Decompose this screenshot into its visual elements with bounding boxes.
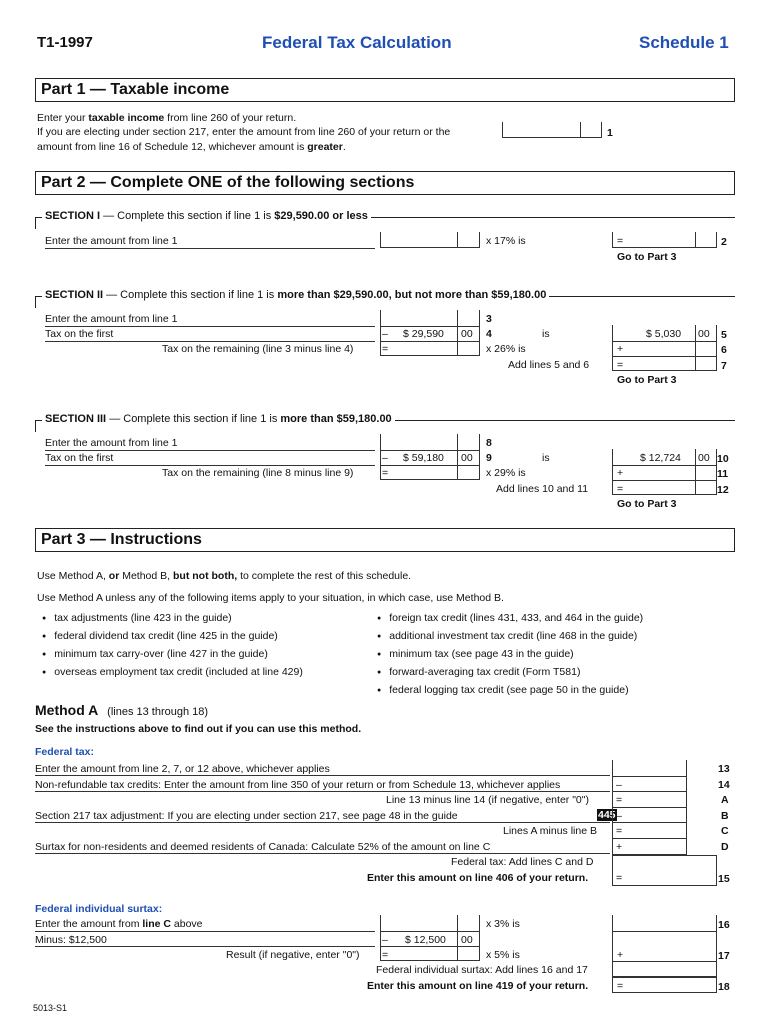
surtax-rate-3: x 3% is [486, 918, 520, 930]
sec3-plus: + [617, 467, 624, 479]
leader-line-d [35, 853, 610, 854]
bullet-item: ● minimum tax (see page 43 in the guide) [377, 648, 574, 660]
leader-line-b [35, 822, 610, 823]
line-number-14: 14 [718, 779, 730, 791]
row-14-label: Non-refundable tax credits: Enter the amount from line 350 of your return or from Schedule 13, whichever applies [35, 779, 561, 791]
col-line [612, 807, 687, 808]
line-number-2: 2 [721, 236, 727, 248]
col-line [380, 946, 480, 947]
line-number-8: 8 [486, 437, 492, 449]
line2-input[interactable] [612, 232, 717, 248]
bullet-item: ● federal dividend tax credit (line 425 in the guide) [42, 630, 278, 642]
surtax-leader-1 [35, 931, 375, 932]
line15-input[interactable] [612, 855, 717, 886]
section3-title: SECTION III — Complete this section if line 1 is more than $59,180.00 [42, 413, 395, 425]
sec3-col-line [612, 480, 717, 481]
sec2-col-line [380, 341, 480, 342]
sec3-is: is [542, 452, 550, 464]
federal-tax-heading: Federal tax: [35, 746, 94, 758]
sec3-col-line [380, 465, 480, 466]
col-line [380, 931, 480, 932]
surtax-result-label: Result (if negative, enter "0") [226, 949, 360, 961]
cents-divider [457, 232, 458, 248]
surtax-enter-return: Enter this amount on line 419 of your return. [367, 980, 589, 992]
page-title: Federal Tax Calculation [262, 33, 452, 52]
op-eq-a: = [616, 794, 623, 806]
sec2-col-line [612, 341, 717, 342]
schedule-label: Schedule 1 [639, 33, 729, 52]
line-letter-c: C [721, 825, 729, 837]
sec3-col-line [612, 465, 717, 466]
leader-line-13 [35, 775, 610, 776]
cents-divider [457, 915, 458, 961]
op-minus-14: – [616, 779, 622, 791]
cents-divider [695, 232, 696, 248]
leader-line-14 [35, 791, 610, 792]
line-number-12: 12 [717, 484, 729, 496]
sec2-is: is [542, 328, 550, 340]
part3-intro: Use Method A, or Method B, but not both, to complete the rest of this schedule. [37, 570, 412, 582]
sec1-leader-line [45, 248, 375, 249]
cents-divider [580, 122, 581, 138]
sec3-base-cents: 00 [698, 452, 710, 464]
col-line [612, 961, 717, 962]
sec2-minus: – [382, 328, 388, 340]
surtax-result-column[interactable] [612, 915, 717, 977]
bullet-item: ● foreign tax credit (lines 431, 433, and 464 in the guide) [377, 612, 643, 624]
sec2-equals: = [382, 343, 389, 355]
cents-divider [457, 434, 458, 480]
sec3-goto-part3: Go to Part 3 [617, 498, 677, 510]
sec1-goto-part3: Go to Part 3 [617, 251, 677, 263]
part3-header: Part 3 — Instructions [35, 528, 735, 552]
part1-text-line1: Enter your taxable income from line 260 of your return. [37, 112, 297, 124]
form-code: T1-1997 [37, 34, 93, 51]
surtax-enter-label: Enter the amount from line C above [35, 918, 203, 930]
sec1-enter-label: Enter the amount from line 1 [45, 235, 178, 247]
sec2-col-line [612, 356, 717, 357]
sec2-goto-part3: Go to Part 3 [617, 374, 677, 386]
sec2-add-label: Add lines 5 and 6 [508, 359, 590, 371]
line-number-1: 1 [607, 127, 613, 139]
line-letter-d: D [721, 841, 729, 853]
footer-form-code: 5013-S1 [33, 1003, 68, 1013]
row-15-label-b: Enter this amount on line 406 of your return. [367, 872, 589, 884]
row-c-label: Lines A minus line B [503, 825, 597, 837]
row-a-label: Line 13 minus line 14 (if negative, enter "0") [386, 794, 589, 806]
part1-text-line3: amount from line 16 of Schedule 12, whichever amount is greater. [37, 141, 346, 153]
line-number-16: 16 [718, 919, 730, 931]
surtax-minus-value: $ 12,500 [405, 934, 446, 946]
sec3-equals-2: = [617, 483, 624, 495]
sec1-rate: x 17% is [486, 235, 526, 247]
sec2-rate: x 26% is [486, 343, 526, 355]
row-b-label: Section 217 tax adjustment: If you are electing under section 217, see page 48 in the guide [35, 810, 458, 822]
line-number-9: 9 [486, 452, 492, 464]
line-number-5: 5 [721, 329, 727, 341]
method-a-instructions: See the instructions above to find out if you can use this method. [35, 723, 362, 735]
sec2-enter-label: Enter the amount from line 1 [45, 313, 178, 325]
surtax-minus: – [382, 934, 388, 946]
surtax-rate-5: x 5% is [486, 949, 520, 961]
row-b-code: 445 [598, 809, 616, 821]
row-15-label-a: Federal tax: Add lines C and D [451, 856, 594, 868]
part3-intro2: Use Method A unless any of the following items apply to your situation, in which case, use Method B. [37, 592, 504, 604]
sec3-enter-label: Enter the amount from line 1 [45, 437, 178, 449]
sec3-base: $ 12,724 [640, 452, 681, 464]
sec2-leader-line-2 [45, 341, 375, 342]
sec2-threshold: $ 29,590 [403, 328, 444, 340]
col-line [612, 822, 687, 823]
col-line [612, 776, 687, 777]
bullet-item: ● federal logging tax credit (see page 50 in the guide) [377, 684, 629, 696]
bullet-item: ● tax adjustments (line 423 in the guide) [42, 612, 232, 624]
line-number-18: 18 [718, 981, 730, 993]
sec3-equals: = [382, 467, 389, 479]
sec3-minus: – [382, 452, 388, 464]
surtax-plus: + [617, 949, 624, 961]
sec1-amount-input[interactable] [380, 232, 480, 248]
sec2-equals-2: = [617, 359, 624, 371]
op-minus-b: – [616, 810, 622, 822]
line-number-11: 11 [717, 468, 729, 480]
surtax-minus-label: Minus: $12,500 [35, 934, 107, 946]
op-plus-d: + [616, 841, 623, 853]
sec1-equals: = [617, 235, 624, 247]
line-number-3: 3 [486, 313, 492, 325]
op-eq-c: = [616, 825, 623, 837]
surtax-heading: Federal individual surtax: [35, 903, 163, 915]
col-line [612, 931, 717, 932]
section1-title: SECTION I — Complete this section if line 1 is $29,590.00 or less [42, 210, 371, 222]
line-number-13: 13 [718, 763, 730, 775]
line-number-4: 4 [486, 328, 492, 340]
cents-divider [695, 449, 696, 495]
sec2-col-line [380, 326, 480, 327]
line-letter-b: B [721, 810, 729, 822]
line1-input[interactable] [502, 122, 602, 138]
sec2-base: $ 5,030 [646, 328, 682, 340]
cents-divider [695, 325, 696, 371]
sec3-threshold-cents: 00 [461, 452, 473, 464]
surtax-leader-2 [35, 946, 375, 947]
sec3-leader-line-1 [45, 450, 375, 451]
sec3-leader-line-2 [45, 465, 375, 466]
op-eq-15: = [616, 872, 623, 884]
sec3-first-label: Tax on the first [45, 452, 114, 464]
sec2-base-cents: 00 [698, 328, 710, 340]
method-a-heading: Method A (lines 13 through 18) [35, 702, 209, 718]
row-d-label: Surtax for non-residents and deemed residents of Canada: Calculate 52% of the amount on line C [35, 841, 491, 853]
line18-input[interactable] [612, 977, 717, 993]
col-line [612, 791, 687, 792]
row-13-label: Enter the amount from line 2, 7, or 12 above, whichever applies [35, 763, 330, 775]
part1-text-line2: If you are electing under section 217, enter the amount from line 260 of your return or the [37, 126, 451, 138]
sec3-add-label: Add lines 10 and 11 [496, 483, 589, 495]
surtax-eq-18: = [617, 980, 624, 992]
sec3-threshold: $ 59,180 [403, 452, 444, 464]
line-number-7: 7 [721, 360, 727, 372]
part2-header: Part 2 — Complete ONE of the following sections [35, 171, 735, 195]
bullet-item: ● minimum tax carry-over (line 427 in the guide) [42, 648, 268, 660]
sec2-plus: + [617, 343, 624, 355]
col-line [612, 838, 687, 839]
sec2-leader-line-1 [45, 326, 375, 327]
part1-header: Part 1 — Taxable income [35, 78, 735, 102]
line-number-15: 15 [718, 873, 730, 885]
line-number-17: 17 [718, 950, 730, 962]
surtax-add-label: Federal individual surtax: Add lines 16 and 17 [376, 964, 588, 976]
line-number-6: 6 [721, 344, 727, 356]
surtax-minus-cents: 00 [461, 934, 473, 946]
sec2-remaining-label: Tax on the remaining (line 3 minus line 4) [162, 343, 354, 355]
line-number-10: 10 [717, 453, 729, 465]
surtax-equals: = [382, 949, 389, 961]
sec2-first-label: Tax on the first [45, 328, 114, 340]
sec3-col-line [380, 450, 480, 451]
sec3-remaining-label: Tax on the remaining (line 8 minus line 9) [162, 467, 354, 479]
bullet-item: ● forward-averaging tax credit (Form T581) [377, 666, 580, 678]
bullet-item: ● additional investment tax credit (line 468 in the guide) [377, 630, 637, 642]
bullet-item: ● overseas employment tax credit (included at line 429) [42, 666, 303, 678]
sec3-rate: x 29% is [486, 467, 526, 479]
cents-divider [457, 310, 458, 356]
line-letter-a: A [721, 794, 729, 806]
section2-title: SECTION II — Complete this section if line 1 is more than $29,590.00, but not more than $59,180.00 [42, 289, 549, 301]
sec2-threshold-cents: 00 [461, 328, 473, 340]
